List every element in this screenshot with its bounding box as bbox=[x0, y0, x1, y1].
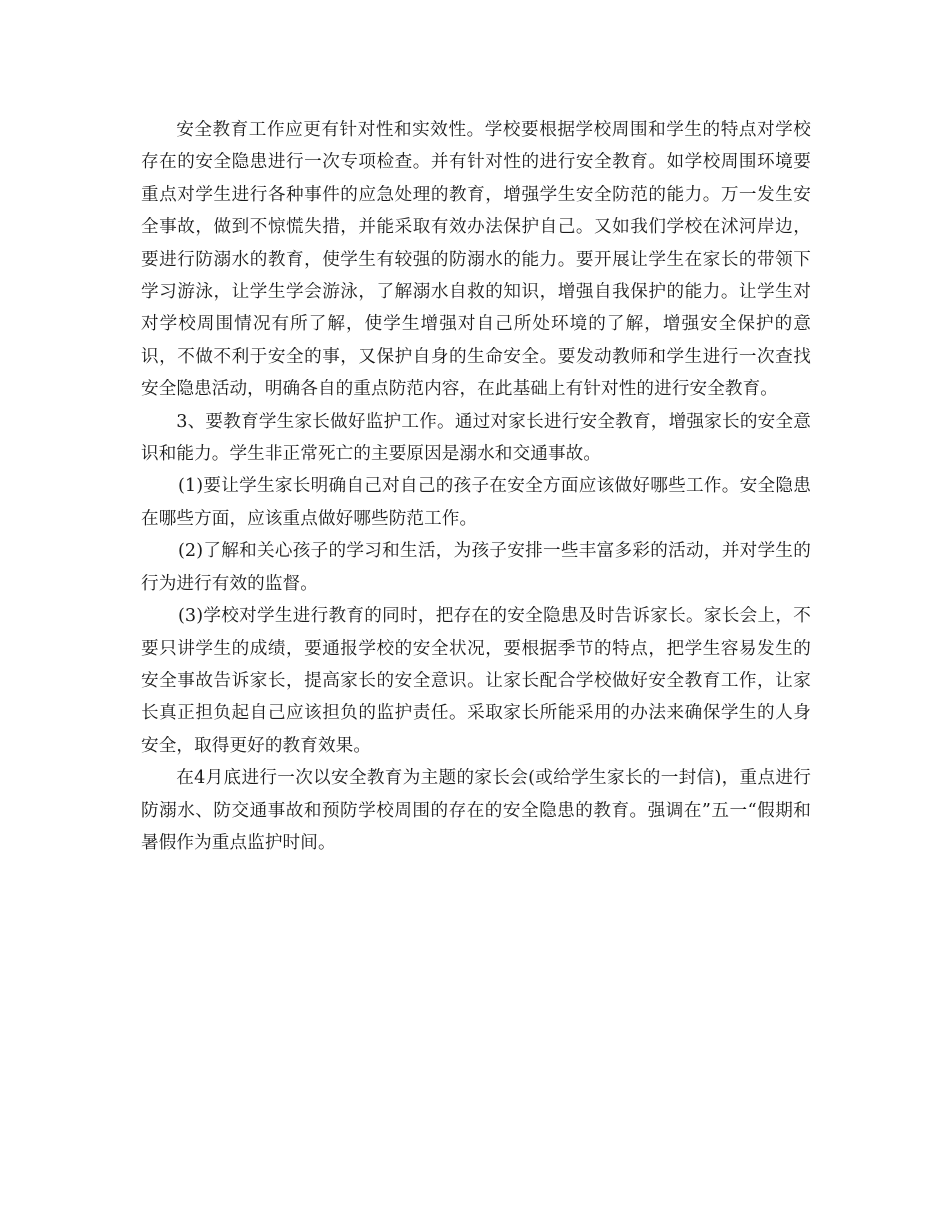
paragraph-parent-meeting: 在4月底进行一次以安全教育为主题的家长会(或给学生家长的一封信)，重点进行防溺水、防交通事故和预防学校周围的存在的安全隐患的教育。强调在”五一“假期和暑假作为重点监护时间。 bbox=[141, 768, 811, 853]
paragraph-item-3: (3)学校对学生进行教育的同时，把存在的安全隐患及时告诉家长。家长会上，不要只讲学生的成绩，要通报学校的安全状况，要根据季节的特点，把学生容易发生的安全事故告诉家长，提高家长的安全意识。让家长配合学校做好安全教育工作，让家长真正担负起自己应该担负的监护责任。采取家长所能采用的办法来确保学生的人身安全，取得更好的教育效果。 bbox=[141, 606, 811, 756]
paragraph-safety-education: 安全教育工作应更有针对性和实效性。学校要根据学校周围和学生的特点对学校存在的安全隐患进行一次专项检查。并有针对性的进行安全教育。如学校周围环境要重点对学生进行各种事件的应急处理的教育，增强学生安全防范的能力。万一发生安全事故，做到不惊慌失措，并能采取有效办法保护自己。又如我们学校在沭河岸边，要进行防溺水的教育，使学生有较强的防溺水的能力。要开展让学生在家长的带领下学习游泳，让学生学会游泳，了解溺水自救的知识，增强自我保护的能力。让学生对对学校周围情况有所了解，使学生增强对自己所处环境的了解，增强安全保护的意识，不做不利于安全的事，又保护自身的生命安全。要发动教师和学生进行一次查找安全隐患活动，明确各自的重点防范内容，在此基础上有针对性的进行安全教育。 bbox=[141, 120, 811, 400]
paragraph-parent-supervision: 3、要教育学生家长做好监护工作。通过对家长进行安全教育，增强家长的安全意识和能力。学生非正常死亡的主要原因是溺水和交通事故。 bbox=[141, 411, 811, 465]
paragraph-item-1: (1)要让学生家长明确自己对自己的孩子在安全方面应该做好哪些工作。安全隐患在哪些方面，应该重点做好哪些防范工作。 bbox=[141, 476, 811, 529]
paragraph-item-2: (2)了解和关心孩子的学习和生活，为孩子安排一些丰富多彩的活动，并对学生的行为进行有效的监督。 bbox=[141, 541, 811, 594]
document-body bbox=[141, 114, 811, 859]
